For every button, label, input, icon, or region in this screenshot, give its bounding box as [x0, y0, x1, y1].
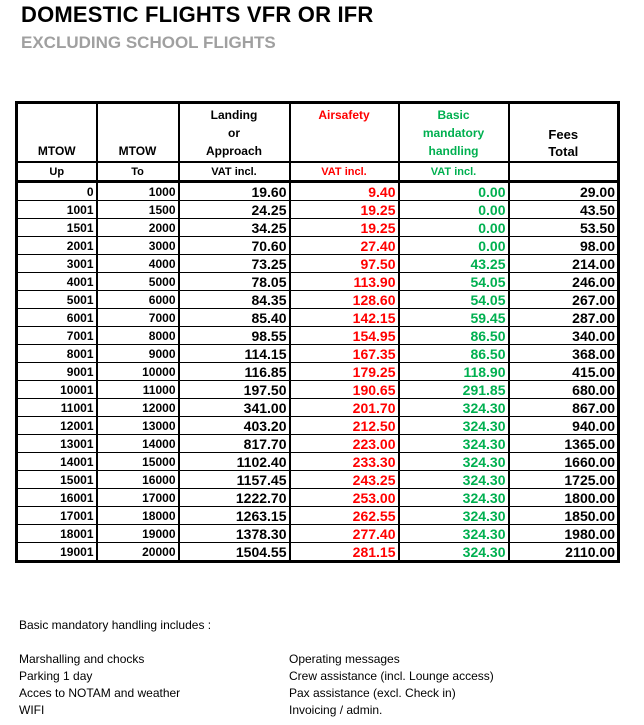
cell-airsafety: 253.00	[290, 489, 399, 507]
table-row	[17, 345, 619, 363]
cell-landing: 1378.30	[179, 525, 290, 543]
cell-handling: 324.30	[399, 471, 509, 489]
cell-mtow-to: 16000	[97, 471, 179, 489]
cell-total: 1980.00	[509, 525, 619, 543]
list-item: Operating messages	[289, 652, 400, 666]
table-row	[17, 201, 619, 219]
cell-mtow-to: 1500	[97, 201, 179, 219]
cell-mtow-to: 20000	[97, 543, 179, 562]
cell-total: 680.00	[509, 381, 619, 399]
cell-mtow-to: 1000	[97, 182, 179, 201]
list-item: Marshalling and chocks	[19, 652, 145, 666]
cell-landing: 84.35	[179, 291, 290, 309]
table-row	[17, 255, 619, 273]
cell-mtow-to: 9000	[97, 345, 179, 363]
subheader-total	[509, 162, 619, 182]
cell-handling: 0.00	[399, 201, 509, 219]
cell-mtow-to: 13000	[97, 417, 179, 435]
table-row	[17, 471, 619, 489]
cell-airsafety: 243.25	[290, 471, 399, 489]
col-header-mtow-up: MTOW	[17, 103, 97, 163]
cell-handling: 324.30	[399, 435, 509, 453]
handling-includes-right	[289, 651, 494, 719]
cell-landing: 19.60	[179, 182, 290, 201]
table-row	[17, 381, 619, 399]
cell-mtow-up: 8001	[17, 345, 97, 363]
cell-airsafety: 190.65	[290, 381, 399, 399]
cell-mtow-to: 10000	[97, 363, 179, 381]
cell-total: 867.00	[509, 399, 619, 417]
cell-airsafety: 19.25	[290, 201, 399, 219]
cell-mtow-to: 6000	[97, 291, 179, 309]
cell-handling: 0.00	[399, 182, 509, 201]
table-row	[17, 435, 619, 453]
col-header-total: Fees Total	[509, 103, 619, 163]
cell-total: 214.00	[509, 255, 619, 273]
table-row	[17, 219, 619, 237]
cell-airsafety: 281.15	[290, 543, 399, 562]
cell-total: 368.00	[509, 345, 619, 363]
cell-handling: 291.85	[399, 381, 509, 399]
cell-mtow-up: 18001	[17, 525, 97, 543]
list-item: Crew assistance (incl. Lounge access)	[289, 669, 494, 683]
cell-mtow-up: 12001	[17, 417, 97, 435]
cell-mtow-up: 1001	[17, 201, 97, 219]
cell-total: 53.50	[509, 219, 619, 237]
col-header-airsafety: Airsafety	[290, 103, 399, 163]
cell-airsafety: 223.00	[290, 435, 399, 453]
col-header-landing: Landing or Approach	[179, 103, 290, 163]
cell-handling: 0.00	[399, 237, 509, 255]
cell-airsafety: 128.60	[290, 291, 399, 309]
cell-mtow-to: 11000	[97, 381, 179, 399]
cell-mtow-up: 2001	[17, 237, 97, 255]
cell-handling: 54.05	[399, 291, 509, 309]
subheader-landing-vat: VAT incl.	[179, 162, 290, 182]
cell-mtow-to: 15000	[97, 453, 179, 471]
cell-total: 267.00	[509, 291, 619, 309]
cell-airsafety: 201.70	[290, 399, 399, 417]
table-row	[17, 453, 619, 471]
cell-airsafety: 97.50	[290, 255, 399, 273]
cell-landing: 78.05	[179, 273, 290, 291]
cell-handling: 118.90	[399, 363, 509, 381]
cell-total: 287.00	[509, 309, 619, 327]
fees-table-body	[17, 182, 619, 562]
handling-includes-left	[19, 651, 180, 719]
cell-mtow-to: 8000	[97, 327, 179, 345]
col-header-mtow-to: MTOW	[97, 103, 179, 163]
cell-handling: 324.30	[399, 399, 509, 417]
cell-handling: 324.30	[399, 525, 509, 543]
page-title: DOMESTIC FLIGHTS VFR OR IFR	[21, 2, 374, 27]
table-row	[17, 327, 619, 345]
cell-total: 98.00	[509, 237, 619, 255]
table-row	[17, 543, 619, 562]
cell-mtow-up: 10001	[17, 381, 97, 399]
cell-mtow-up: 5001	[17, 291, 97, 309]
cell-total: 940.00	[509, 417, 619, 435]
cell-airsafety: 262.55	[290, 507, 399, 525]
handling-notes-heading: Basic mandatory handling includes :	[19, 618, 212, 632]
cell-mtow-up: 0	[17, 182, 97, 201]
cell-mtow-up: 11001	[17, 399, 97, 417]
cell-airsafety: 277.40	[290, 525, 399, 543]
cell-total: 1660.00	[509, 453, 619, 471]
list-item: Parking 1 day	[19, 669, 93, 683]
cell-airsafety: 154.95	[290, 327, 399, 345]
cell-landing: 73.25	[179, 255, 290, 273]
cell-handling: 86.50	[399, 327, 509, 345]
cell-total: 1365.00	[509, 435, 619, 453]
cell-landing: 403.20	[179, 417, 290, 435]
list-item: WIFI	[19, 703, 45, 717]
cell-airsafety: 233.30	[290, 453, 399, 471]
cell-mtow-up: 7001	[17, 327, 97, 345]
cell-handling: 54.05	[399, 273, 509, 291]
table-row	[17, 417, 619, 435]
cell-landing: 1263.15	[179, 507, 290, 525]
table-row	[17, 291, 619, 309]
cell-mtow-up: 3001	[17, 255, 97, 273]
cell-mtow-up: 14001	[17, 453, 97, 471]
cell-total: 340.00	[509, 327, 619, 345]
cell-landing: 1504.55	[179, 543, 290, 562]
cell-total: 2110.00	[509, 543, 619, 562]
table-row	[17, 507, 619, 525]
cell-handling: 43.25	[399, 255, 509, 273]
cell-mtow-to: 18000	[97, 507, 179, 525]
cell-mtow-up: 1501	[17, 219, 97, 237]
table-row	[17, 363, 619, 381]
cell-mtow-up: 9001	[17, 363, 97, 381]
cell-mtow-to: 4000	[97, 255, 179, 273]
cell-landing: 70.60	[179, 237, 290, 255]
cell-total: 1800.00	[509, 489, 619, 507]
table-row	[17, 273, 619, 291]
cell-mtow-up: 16001	[17, 489, 97, 507]
table-row	[17, 309, 619, 327]
subheader-airsafety-vat: VAT incl.	[290, 162, 399, 182]
cell-airsafety: 19.25	[290, 219, 399, 237]
cell-landing: 817.70	[179, 435, 290, 453]
cell-airsafety: 9.40	[290, 182, 399, 201]
cell-mtow-to: 3000	[97, 237, 179, 255]
cell-landing: 116.85	[179, 363, 290, 381]
cell-airsafety: 212.50	[290, 417, 399, 435]
cell-landing: 34.25	[179, 219, 290, 237]
list-item: Pax assistance (excl. Check in)	[289, 686, 456, 700]
list-item: Invoicing / admin.	[289, 703, 383, 717]
cell-landing: 85.40	[179, 309, 290, 327]
col-header-handling: Basic mandatory handling	[399, 103, 509, 163]
table-row	[17, 525, 619, 543]
cell-mtow-up: 4001	[17, 273, 97, 291]
cell-handling: 324.30	[399, 543, 509, 562]
cell-handling: 0.00	[399, 219, 509, 237]
cell-landing: 1222.70	[179, 489, 290, 507]
cell-landing: 1102.40	[179, 453, 290, 471]
subheader-row	[17, 162, 619, 182]
cell-airsafety: 27.40	[290, 237, 399, 255]
cell-total: 29.00	[509, 182, 619, 201]
cell-mtow-to: 5000	[97, 273, 179, 291]
cell-mtow-up: 19001	[17, 543, 97, 562]
cell-mtow-to: 7000	[97, 309, 179, 327]
cell-landing: 114.15	[179, 345, 290, 363]
cell-total: 1725.00	[509, 471, 619, 489]
page-subtitle: EXCLUDING SCHOOL FLIGHTS	[21, 33, 276, 52]
table-row	[17, 237, 619, 255]
cell-mtow-to: 19000	[97, 525, 179, 543]
cell-handling: 324.30	[399, 453, 509, 471]
subheader-up: Up	[17, 162, 97, 182]
cell-total: 246.00	[509, 273, 619, 291]
cell-landing: 1157.45	[179, 471, 290, 489]
cell-total: 1850.00	[509, 507, 619, 525]
cell-mtow-up: 6001	[17, 309, 97, 327]
cell-total: 43.50	[509, 201, 619, 219]
cell-handling: 324.30	[399, 489, 509, 507]
cell-landing: 24.25	[179, 201, 290, 219]
fees-table	[15, 101, 620, 563]
header-row	[17, 103, 619, 163]
list-item: Acces to NOTAM and weather	[19, 686, 181, 700]
cell-mtow-to: 12000	[97, 399, 179, 417]
cell-handling: 324.30	[399, 507, 509, 525]
cell-mtow-to: 14000	[97, 435, 179, 453]
cell-mtow-up: 13001	[17, 435, 97, 453]
cell-landing: 341.00	[179, 399, 290, 417]
cell-handling: 324.30	[399, 417, 509, 435]
subheader-to: To	[97, 162, 179, 182]
cell-mtow-to: 17000	[97, 489, 179, 507]
cell-handling: 59.45	[399, 309, 509, 327]
cell-mtow-to: 2000	[97, 219, 179, 237]
cell-total: 415.00	[509, 363, 619, 381]
table-row	[17, 182, 619, 201]
table-row	[17, 399, 619, 417]
cell-mtow-up: 15001	[17, 471, 97, 489]
cell-airsafety: 113.90	[290, 273, 399, 291]
cell-airsafety: 142.15	[290, 309, 399, 327]
cell-landing: 197.50	[179, 381, 290, 399]
cell-mtow-up: 17001	[17, 507, 97, 525]
subheader-handling-vat: VAT incl.	[399, 162, 509, 182]
cell-handling: 86.50	[399, 345, 509, 363]
table-row	[17, 489, 619, 507]
cell-airsafety: 167.35	[290, 345, 399, 363]
cell-landing: 98.55	[179, 327, 290, 345]
cell-airsafety: 179.25	[290, 363, 399, 381]
